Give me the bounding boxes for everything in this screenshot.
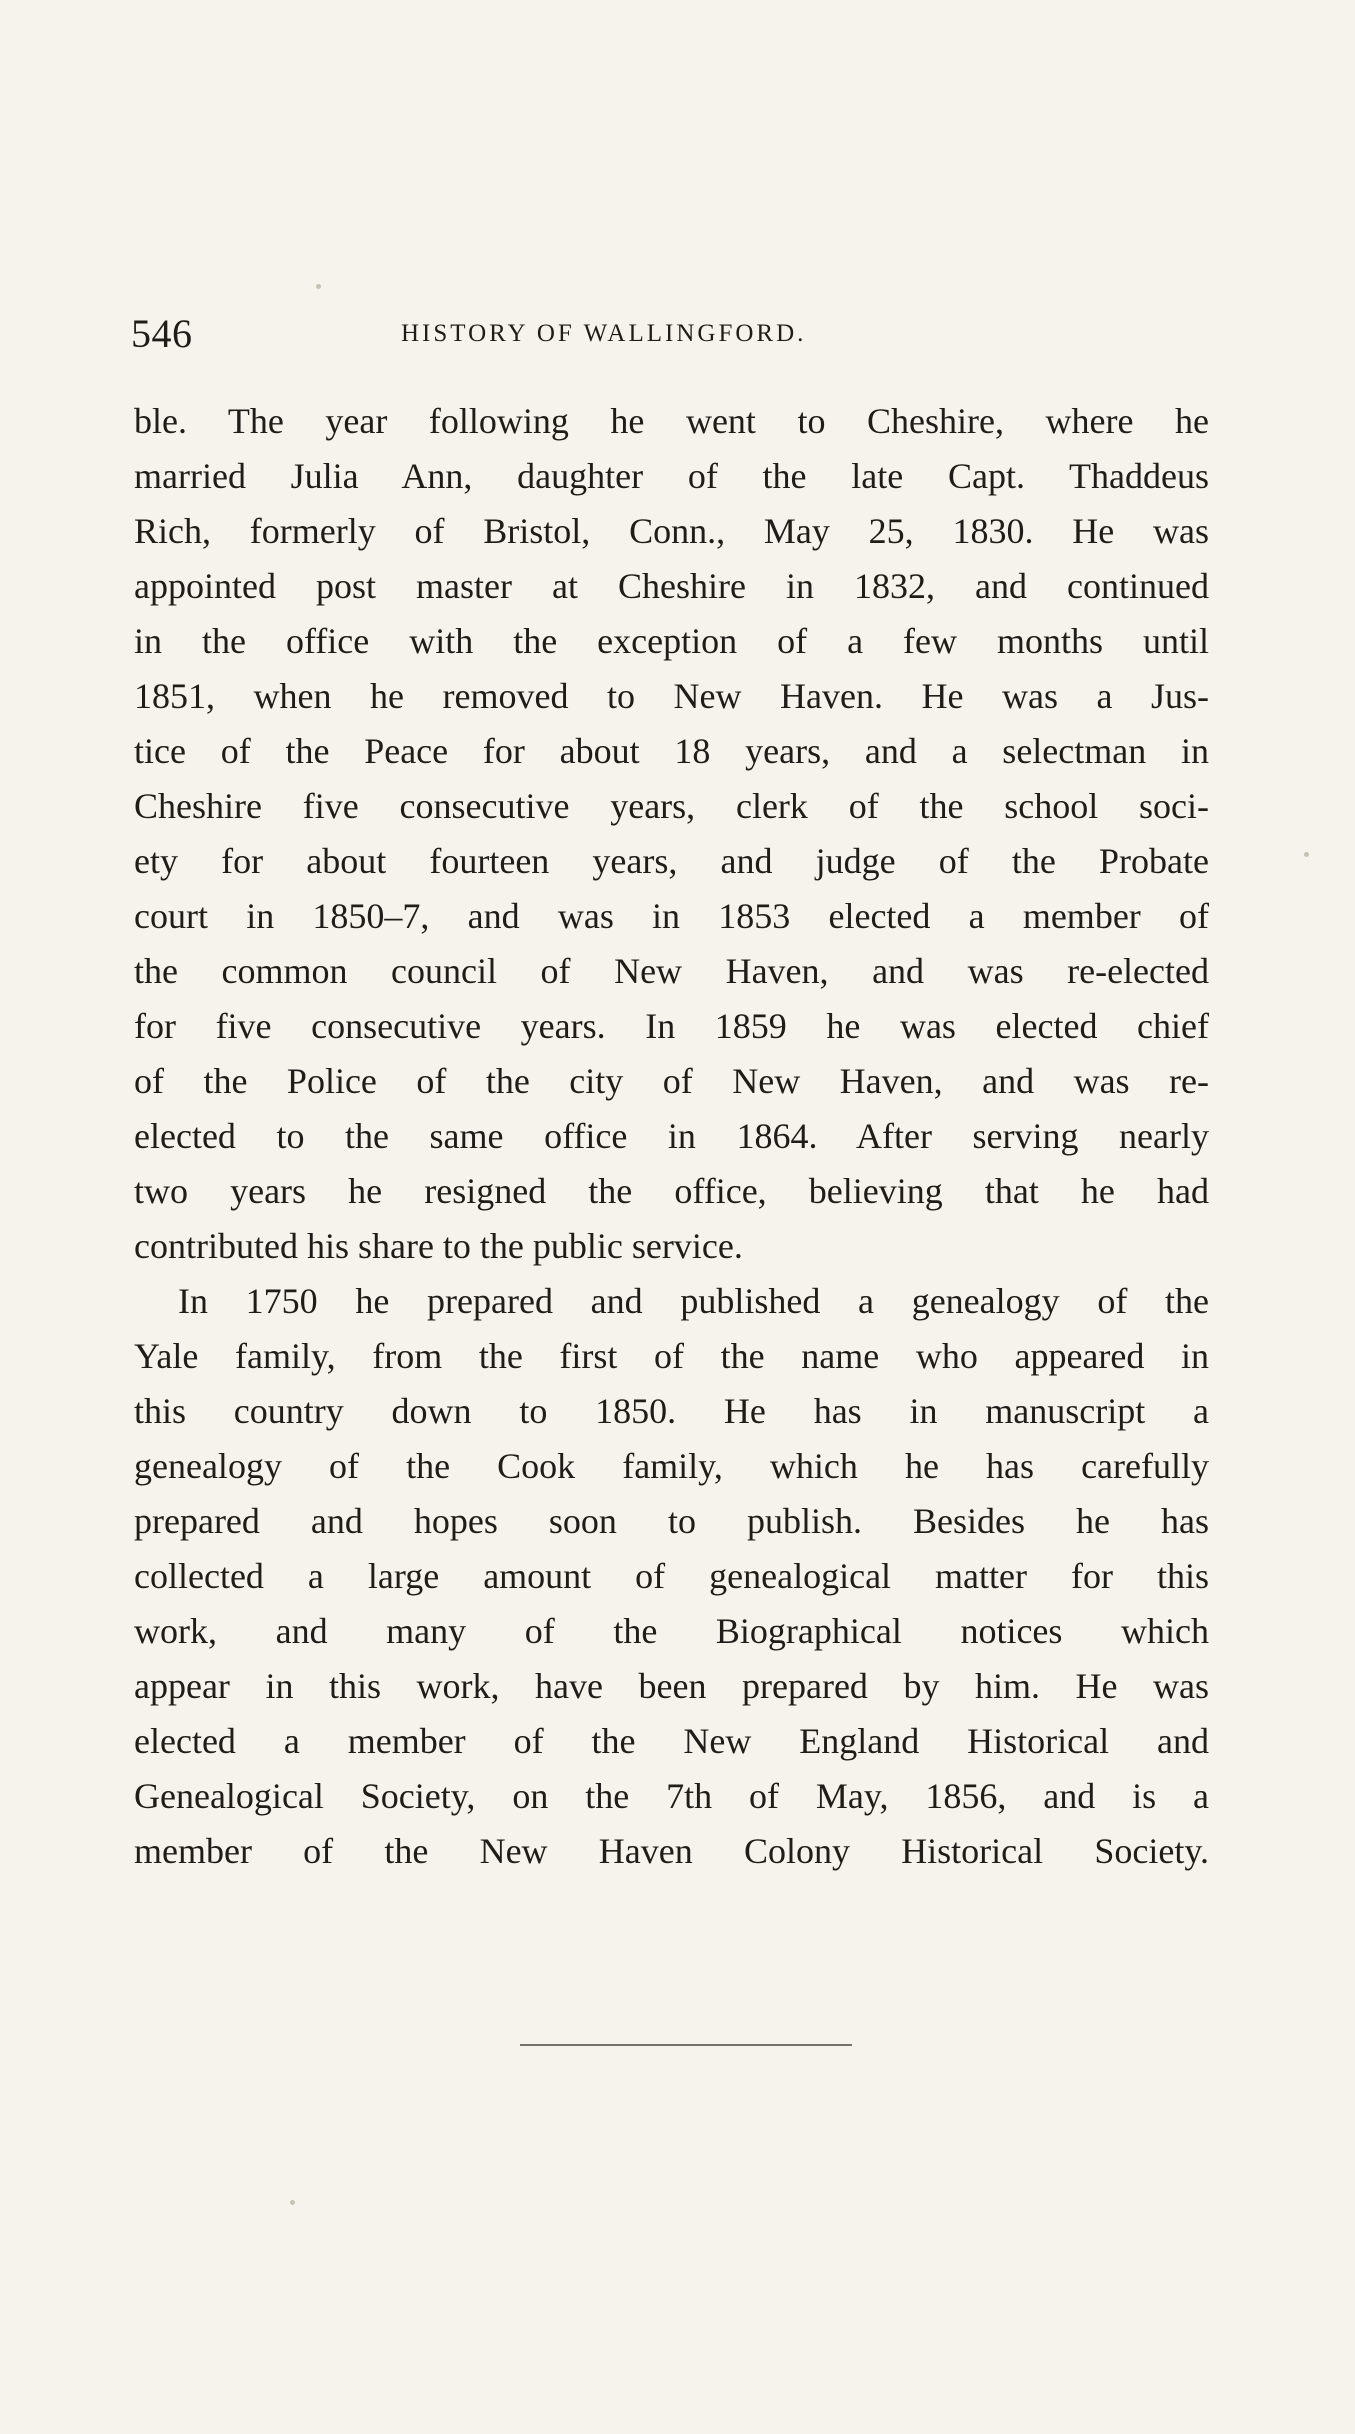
text-line: genealogy of the Cook family, which he has carefully: [134, 1446, 1209, 1486]
body-text: [134, 394, 1209, 1879]
text-line: for five consecutive years. In 1859 he was elected chief: [134, 1006, 1209, 1046]
text-line: of the Police of the city of New Haven, and was re-: [134, 1061, 1209, 1101]
paper-speck: [1304, 852, 1309, 857]
text-line: elected to the same office in 1864. After serving nearly: [134, 1116, 1209, 1156]
page-number: 546: [131, 311, 193, 356]
text-line: court in 1850–7, and was in 1853 elected a member of: [134, 896, 1209, 936]
text-line: Rich, formerly of Bristol, Conn., May 25, 1830. He was: [134, 511, 1209, 551]
text-line: Genealogical Society, on the 7th of May, 1856, and is a: [134, 1776, 1209, 1816]
text-line: appointed post master at Cheshire in 1832, and continued: [134, 566, 1209, 606]
paragraph-2: [134, 1274, 1209, 1879]
paper-speck: [316, 284, 321, 289]
running-title: HISTORY OF WALLINGFORD.: [401, 320, 807, 347]
text-line: ety for about fourteen years, and judge of the Probate: [134, 841, 1209, 881]
text-line: the common council of New Haven, and was re-elected: [134, 951, 1209, 991]
text-line: Cheshire five consecutive years, clerk of the school soci-: [134, 786, 1209, 826]
text-line: married Julia Ann, daughter of the late Capt. Thaddeus: [134, 456, 1209, 496]
text-line: collected a large amount of genealogical matter for this: [134, 1556, 1209, 1596]
text-line: two years he resigned the office, believing that he had: [134, 1171, 1209, 1211]
text-line: prepared and hopes soon to publish. Besides he has: [134, 1501, 1209, 1541]
text-line: work, and many of the Biographical notices which: [134, 1611, 1209, 1651]
section-end-rule: [520, 2044, 852, 2046]
text-line: contributed his share to the public service.: [134, 1226, 743, 1266]
running-head: [131, 306, 1209, 362]
text-line: tice of the Peace for about 18 years, and a selectman in: [134, 731, 1209, 771]
paper-speck: [290, 2200, 295, 2205]
text-line: appear in this work, have been prepared by him. He was: [134, 1666, 1209, 1706]
text-line: this country down to 1850. He has in manuscript a: [134, 1391, 1209, 1431]
text-line: 1851, when he removed to New Haven. He was a Jus-: [134, 676, 1209, 716]
text-line: in the office with the exception of a few months until: [134, 621, 1209, 661]
text-line: elected a member of the New England Historical and: [134, 1721, 1209, 1761]
text-line: In 1750 he prepared and published a genealogy of the: [178, 1281, 1209, 1321]
text-line: member of the New Haven Colony Historical Society.: [134, 1831, 1209, 1871]
text-line: Yale family, from the first of the name who appeared in: [134, 1336, 1209, 1376]
text-line: ble. The year following he went to Cheshire, where he: [134, 401, 1209, 441]
paragraph-1: [134, 394, 1209, 1274]
